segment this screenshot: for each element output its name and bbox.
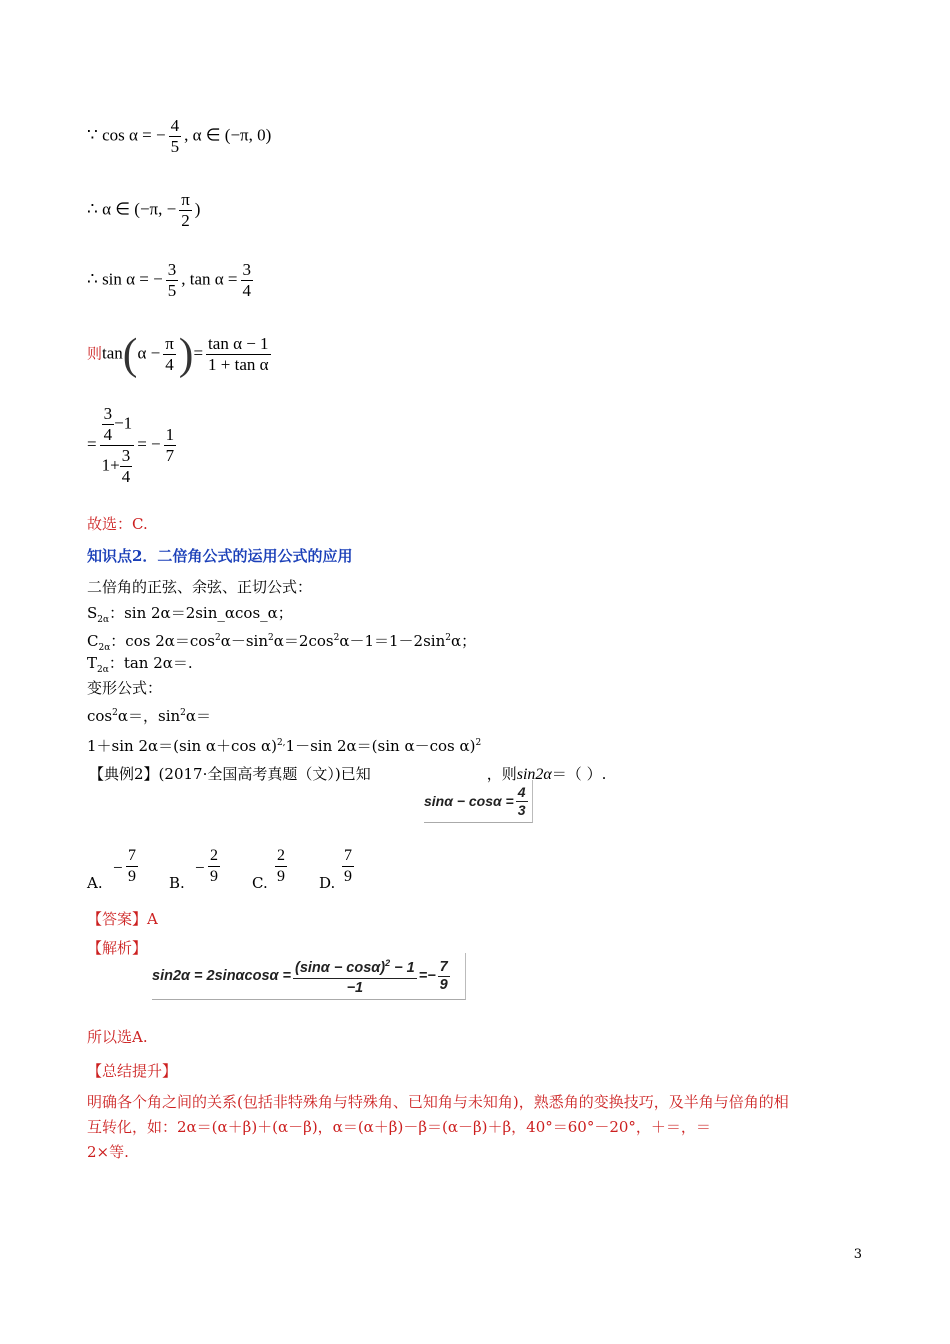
sq8: 2 — [475, 738, 482, 748]
tan-difference — [87, 329, 274, 379]
one-plus-minus-sin — [87, 733, 481, 756]
option-b-label: B. — [169, 874, 185, 892]
option-a-sign: − — [113, 858, 123, 877]
c2a-sub: 2α — [98, 643, 111, 653]
l4-pre: 则 — [87, 344, 103, 363]
summary-line-2: 互转化，如：2α＝(α＋β)＋(α－β)，α＝(α＋β)－β＝(α－β)＋β，40°＝60°－20°，＋＝，＝ — [87, 1118, 711, 1136]
option-d-label: D. — [319, 874, 336, 892]
l3-den: 5 — [167, 281, 177, 300]
l4-num: π — [165, 334, 174, 353]
l5-d1: 4 — [103, 425, 113, 444]
option-a-num: 7 — [126, 846, 138, 867]
sq1: 2 — [215, 633, 221, 643]
c2a-b4: α－1＝1－2sin — [339, 632, 446, 650]
option-b-num: 2 — [208, 846, 220, 867]
frac-3-4 — [241, 260, 254, 301]
l5-post: = − — [137, 434, 161, 454]
sol-num-exp: 2 — [385, 958, 391, 969]
option-a-frac — [126, 846, 138, 887]
cos-sin-square — [87, 703, 211, 726]
sol-num — [293, 954, 417, 979]
analysis-label: 【解析】 — [87, 939, 148, 957]
deform-heading: 变形公式： — [87, 679, 163, 697]
c2a-b1: ：cos 2α＝cos — [110, 632, 215, 650]
option-d-num: 7 — [342, 846, 354, 867]
l5-d2: 4 — [121, 467, 131, 486]
l3-mid: , tan α = — [181, 269, 238, 289]
sin-tan-values — [87, 260, 256, 301]
sq4: 2 — [445, 633, 451, 643]
l3-num2: 3 — [242, 260, 252, 279]
option-c-num: 2 — [275, 846, 287, 867]
sq2: 2 — [268, 633, 274, 643]
summary-heading: 【总结提升】 — [87, 1062, 178, 1080]
sol-pre: sin2α = 2sinαcosα = — [152, 968, 292, 984]
lf2: 1－sin 2α＝(sin α－cos α) — [285, 737, 476, 755]
frac-4-5 — [169, 116, 182, 157]
l3-den2: 4 — [242, 281, 252, 300]
compound-fraction — [87, 404, 179, 487]
lf1: 1＋sin 2α＝(sin α＋cos α) — [87, 737, 277, 755]
l1-num: 4 — [170, 116, 180, 135]
cs3: α＝ — [185, 707, 212, 725]
t2a-formula — [87, 653, 193, 680]
sol-result-frac — [438, 959, 450, 994]
l3-num: 3 — [167, 260, 177, 279]
option-c-label: C. — [252, 874, 268, 892]
summary-line-3: 2×等. — [87, 1143, 129, 1161]
s2a-label: S — [87, 604, 98, 622]
l4-eq: = — [193, 343, 204, 363]
solution-equation-image — [152, 953, 466, 1000]
left-paren: ( — [122, 329, 138, 379]
option-a-label: A. — [87, 874, 103, 892]
sol-rn: 7 — [439, 958, 448, 975]
answer-label: 【答案】A — [87, 910, 158, 928]
l4-b: α − — [137, 343, 161, 363]
option-d-frac — [342, 846, 354, 887]
l5-rn: 1 — [165, 425, 175, 444]
sol-num-a: (sinα − cosα) — [295, 959, 386, 976]
ex2-d: ＝（ ）. — [551, 765, 607, 783]
s2a-formula — [87, 603, 293, 630]
frac-pi-2 — [179, 190, 192, 231]
sq3: 2 — [333, 633, 340, 643]
t2a-sub: 2α — [97, 665, 109, 675]
option-b-sign: − — [195, 858, 205, 877]
given-pre: sinα − cosα = — [424, 793, 514, 809]
right-paren: ) — [178, 329, 194, 379]
l5-p: 1+ — [101, 455, 120, 475]
t2a-label: T — [87, 654, 98, 672]
l2-den: 2 — [181, 211, 190, 230]
frac-3-5 — [166, 260, 179, 301]
c2a-label: C — [87, 632, 99, 650]
sol-frac — [293, 954, 417, 998]
l1-den: 5 — [170, 137, 180, 156]
frac-tan — [206, 334, 271, 375]
t2a-body: ：tan 2α＝. — [108, 654, 193, 672]
given-frac — [516, 784, 528, 819]
l5-n1: 3 — [103, 404, 113, 423]
ex2-a: 【典例2】(2017·全国高考真题（文）)已知 — [89, 765, 371, 783]
l5-m1: −1 — [114, 413, 133, 433]
sq5: 2 — [112, 708, 118, 718]
ex2-c: sin2α — [516, 766, 552, 783]
option-c-den: 9 — [277, 868, 285, 885]
alpha-interval — [87, 190, 200, 231]
c2a-b3: α＝2cos — [273, 632, 334, 650]
s2a-body: ：sin 2α＝2sin_αcos_α； — [109, 604, 293, 622]
given-num: 4 — [517, 783, 526, 800]
sol-den: −1 — [346, 979, 364, 996]
intro-line: 二倍角的正弦、余弦、正切公式： — [87, 578, 313, 596]
choose-c: 故选：C. — [87, 515, 148, 533]
summary-line-1: 明确各个角之间的关系(包括非特殊角与特殊角、已知角与未知角)，熟悉角的变换技巧，及半角与倍角的相 — [87, 1093, 789, 1111]
l2-pre: ∴ α ∈ (−π, − — [87, 199, 177, 219]
c2a-b2: α－sin — [220, 632, 269, 650]
knowledge-point-2-heading: 知识点2．二倍角公式的运用公式的应用 — [87, 547, 353, 565]
option-a-den: 9 — [128, 868, 136, 885]
compound-num — [100, 404, 135, 446]
so-choose-a: 所以选A. — [87, 1028, 148, 1046]
option-b-frac — [208, 846, 220, 887]
given-den: 3 — [517, 801, 526, 818]
l4-den: 4 — [165, 355, 174, 374]
frac-1-7 — [164, 425, 177, 466]
frac-compound — [100, 404, 135, 487]
sol-eq: =− — [418, 968, 436, 984]
l5-n2: 3 — [121, 446, 131, 465]
l4-num2: tan α − 1 — [208, 334, 269, 353]
sol-rd: 9 — [439, 976, 448, 993]
l2-num: π — [181, 190, 190, 209]
compound-den — [100, 446, 135, 487]
l2-post: ) — [194, 199, 201, 219]
page-number: 3 — [853, 1247, 862, 1262]
sq6: 2 — [180, 708, 186, 718]
l5-rd: 7 — [165, 446, 175, 465]
ex2-b: ，则 — [486, 765, 517, 783]
cs2: α＝，sin — [117, 707, 181, 725]
option-c-frac — [275, 846, 287, 887]
sq7: 2, — [276, 738, 286, 748]
l1-post: , α ∈ (−π, 0) — [184, 125, 272, 145]
l4-a: tan — [102, 343, 123, 363]
l4-den2: 1 + tan α — [208, 355, 269, 374]
cos-alpha-given — [87, 116, 271, 157]
cs1: cos — [87, 707, 113, 725]
c2a-b5: α； — [450, 632, 477, 650]
option-d-den: 9 — [344, 868, 352, 885]
l1-pre: ∵ cos α = − — [87, 125, 166, 145]
sol-num-tail: − 1 — [390, 959, 415, 976]
l3-pre: ∴ sin α = − — [87, 269, 163, 289]
l5-eq: = — [87, 434, 97, 454]
option-b-den: 9 — [210, 868, 218, 885]
given-equation-image — [424, 780, 533, 823]
frac-pi-4 — [163, 334, 176, 375]
s2a-sub: 2α — [97, 615, 110, 625]
